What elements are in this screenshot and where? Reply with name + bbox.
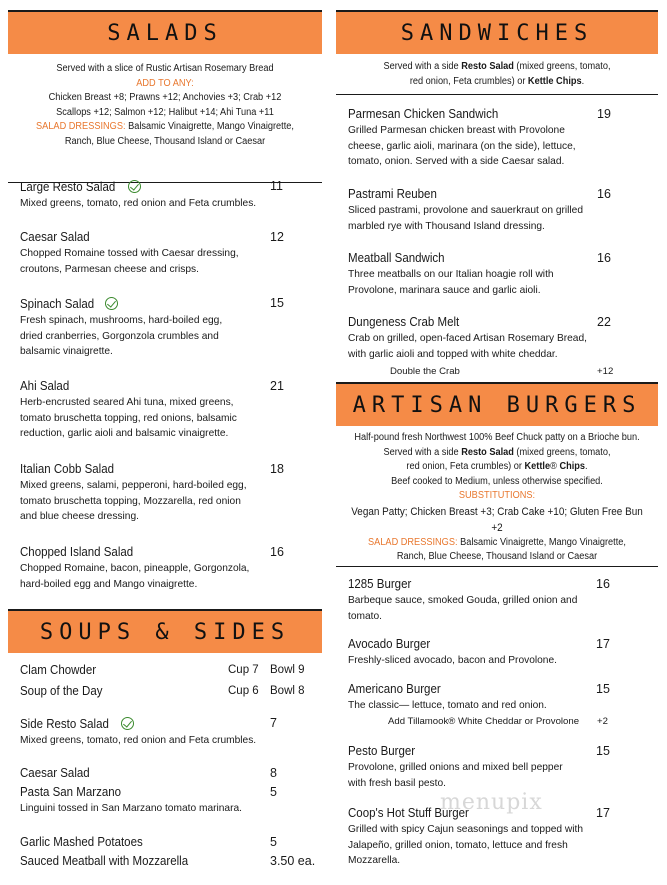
- desc-line: Mixed greens, tomato, red onion and Feta crumbles.: [20, 198, 257, 209]
- burgers-divider: [336, 566, 658, 567]
- burger-item-price: 17: [596, 806, 610, 820]
- salads-banner: [8, 10, 322, 54]
- desc-line: balsamic vinaigrette.: [20, 346, 113, 357]
- burger-item-desc: [348, 698, 648, 714]
- salad-item-name: Spinach Salad: [20, 297, 95, 311]
- burger-item-name: Pesto Burger: [348, 744, 416, 758]
- sandwich-item-name: Dungeness Crab Melt: [348, 315, 460, 329]
- salad-item: [20, 378, 320, 442]
- desc-line: Mixed greens, salami, pepperoni, hard-boiled egg,: [20, 480, 247, 491]
- intro-bold: Kettle: [524, 461, 551, 472]
- desc-line: Grilled Parmesan chicken breast with Provolone: [348, 125, 565, 136]
- salad-item-price: 21: [270, 379, 284, 393]
- soup-cup-price: Cup 6: [228, 685, 259, 697]
- side-item-price: 5: [270, 785, 277, 799]
- side-item-name: Sauced Meatball with Mozzarella: [20, 854, 189, 868]
- side-item-name: Side Resto Salad: [20, 717, 109, 731]
- soup-bowl-price: Bowl 9: [270, 664, 305, 676]
- intro-text: ®: [550, 461, 560, 472]
- burger-item-desc: [348, 822, 648, 869]
- sandwich-item-price: 19: [597, 107, 611, 121]
- salad-item-price: 16: [270, 545, 284, 559]
- sandwich-item-desc: [348, 267, 648, 298]
- intro-text: red onion, Feta crumbles) or: [406, 461, 525, 472]
- burger-item: [348, 576, 648, 624]
- intro-bold: Kettle Chips: [527, 75, 582, 87]
- side-item-name: Pasta San Marzano: [20, 785, 122, 799]
- salad-item: [20, 178, 320, 212]
- salad-item-name: Large Resto Salad: [20, 180, 116, 194]
- sandwich-item-price: 16: [597, 251, 611, 265]
- salad-item: [20, 544, 320, 592]
- intro-bold: Resto Salad: [461, 446, 514, 458]
- intro-text: Served with a side: [383, 61, 462, 72]
- soup-item-name: Soup of the Day: [20, 684, 103, 698]
- burger-item-desc: [348, 653, 648, 669]
- burgers-banner: [336, 382, 658, 426]
- salad-item-desc: [20, 478, 320, 525]
- desc-line: with fresh basil pesto.: [348, 777, 446, 789]
- desc-line: hard-boiled egg and Mango vinaigrette.: [20, 578, 198, 590]
- salads-intro-line: Served with a slice of Rustic Artisan Rosemary Bread: [56, 63, 274, 74]
- side-item-price: 5: [270, 835, 277, 849]
- salad-item-desc: [20, 313, 320, 360]
- side-item: [20, 853, 320, 869]
- burgers-title: ARTISAN BURGERS: [352, 392, 642, 418]
- salad-item: [20, 461, 320, 525]
- sandwich-item-desc: [348, 123, 648, 170]
- double-crab-label: Double the Crab: [390, 366, 460, 377]
- burger-item-name: Avocado Burger: [348, 637, 431, 651]
- sandwiches-intro-line1: [349, 60, 645, 75]
- salad-item-name: Caesar Salad: [20, 230, 90, 244]
- burger-item: [348, 681, 648, 714]
- sandwich-item-name: Meatball Sandwich: [348, 251, 445, 265]
- burgers-dressings-label: SALAD DRESSINGS:: [368, 536, 458, 548]
- salad-item-name: Chopped Island Salad: [20, 545, 134, 559]
- soup-cup-price: Cup 7: [228, 664, 259, 676]
- salad-item: [20, 229, 320, 277]
- intro-text: (mixed greens, tomato,: [513, 61, 611, 72]
- sandwiches-divider: [336, 94, 658, 95]
- burgers-subs-label: SUBSTITUTIONS:: [458, 490, 536, 501]
- soup-item-name: Clam Chowder: [20, 663, 97, 677]
- salad-item-name: Ahi Salad: [20, 379, 70, 393]
- sandwich-item-name: Parmesan Chicken Sandwich: [348, 107, 499, 121]
- double-crab-price: +12: [597, 366, 614, 377]
- sandwich-item-price: 16: [597, 187, 611, 201]
- burgers-intro-line2: [349, 446, 645, 461]
- burger-item-price: 16: [596, 577, 610, 591]
- burgers-intro-line1: Half-pound fresh Northwest 100% Beef Chuck patty on a Brioche bun.: [354, 432, 640, 443]
- salad-item-desc: [20, 196, 320, 212]
- desc-line: Provolone, grilled onions and mixed bell pepper: [348, 762, 563, 773]
- salad-item-price: 12: [270, 230, 284, 244]
- side-item: [20, 784, 320, 817]
- salad-item-desc: [20, 395, 320, 442]
- salads-dressings-line1: Balsamic Vinaigrette, Mango Vinaigrette,: [125, 121, 294, 132]
- soup-item: [20, 662, 320, 678]
- burger-item: [348, 743, 648, 791]
- soups-banner: [8, 609, 322, 653]
- salads-add-label: ADD TO ANY:: [136, 77, 194, 89]
- burger-item-desc: [348, 593, 648, 624]
- burger-item-price: 15: [596, 682, 610, 696]
- desc-line: Sliced pastrami, provolone and sauerkraut on grilled: [348, 205, 584, 216]
- vegetarian-icon: [128, 180, 141, 193]
- salad-item-price: 15: [270, 296, 284, 310]
- burger-item: [348, 636, 648, 669]
- tillamook-price: +2: [597, 716, 608, 727]
- sandwiches-intro-line2: [349, 75, 645, 90]
- vegetarian-icon: [105, 297, 118, 310]
- intro-text: red onion, Feta crumbles) or: [409, 75, 528, 87]
- tillamook-label: Add Tillamook® White Cheddar or Provolone: [388, 716, 580, 727]
- intro-text: .: [585, 461, 588, 472]
- burgers-subs-line: Vegan Patty; Chicken Breast +3; Crab Cake +10; Gluten Free Bun +2: [351, 505, 643, 534]
- desc-line: tomato bruschetta topping, red onions, balsamic: [20, 412, 237, 424]
- desc-line: dried cranberries, Gorgonzola crumbles and: [20, 330, 219, 342]
- left-column: [8, 10, 322, 183]
- desc-line: croutons, Parmesan cheese and crisps.: [20, 263, 199, 275]
- desc-line: Mozzarella.: [348, 855, 401, 866]
- desc-line: reduction, garlic aioli and balsamic vinaigrette.: [20, 428, 229, 439]
- salads-add-line2: Scallops +12; Salmon +12; Halibut +14; Ahi Tuna +11: [56, 106, 274, 118]
- desc-line: tomato, onion. Served with a side Caesar salad.: [348, 156, 565, 167]
- desc-line: Jalapeño, grilled onion, tomato, lettuce and fresh: [348, 839, 568, 851]
- salads-intro: [21, 62, 310, 182]
- burgers-intro-line4: Beef cooked to Medium, unless otherwise specified.: [391, 475, 603, 487]
- intro-text: Served with a side: [383, 446, 462, 458]
- side-item-desc: Mixed greens, tomato, red onion and Feta crumbles.: [20, 735, 257, 746]
- soup-bowl-price: Bowl 8: [270, 685, 305, 697]
- vegetarian-icon: [121, 717, 134, 730]
- side-item-name: Caesar Salad: [20, 766, 90, 780]
- intro-bold: Resto Salad: [461, 61, 514, 72]
- salads-add-line1: Chicken Breast +8; Prawns +12; Anchovies +3; Crab +12: [48, 92, 282, 103]
- burger-item-name: Americano Burger: [348, 682, 441, 696]
- salad-item-price: 18: [270, 462, 284, 476]
- desc-line: Herb-encrusted seared Ahi tuna, mixed greens,: [20, 397, 234, 408]
- desc-line: Chopped Romaine tossed with Caesar dressing,: [20, 248, 239, 259]
- burger-item-desc: [348, 760, 648, 791]
- soups-title: SOUPS & SIDES: [39, 619, 291, 645]
- soup-item: [20, 683, 320, 699]
- salad-item-name: Italian Cobb Salad: [20, 462, 114, 476]
- sandwich-item-name: Pastrami Reuben: [348, 187, 437, 201]
- side-item-desc: Linguini tossed in San Marzano tomato marinara.: [20, 803, 242, 814]
- sandwich-item-price: 22: [597, 315, 611, 329]
- burgers-dressings-line1: Balsamic Vinaigrette, Mango Vinaigrette,: [457, 536, 626, 548]
- salads-title: SALADS: [107, 20, 223, 46]
- salad-item-desc: [20, 561, 320, 592]
- desc-line: Crab on grilled, open-faced Artisan Rosemary Bread,: [348, 333, 587, 344]
- intro-text: (mixed greens, tomato,: [513, 446, 611, 458]
- sandwich-item: [348, 314, 648, 362]
- burgers-dressings: [349, 536, 645, 551]
- desc-line: cheese, garlic aioli, marinara (on the side), lettuce,: [348, 140, 576, 152]
- side-item-name: Garlic Mashed Potatoes: [20, 835, 143, 849]
- sandwiches-intro: [349, 60, 645, 90]
- side-item-price: 7: [270, 716, 277, 730]
- right-column: [336, 10, 658, 95]
- sandwich-item: [348, 250, 648, 298]
- burger-item-price: 17: [596, 637, 610, 651]
- salads-dressings-label: SALAD DRESSINGS:: [36, 121, 126, 132]
- sandwiches-banner: [336, 10, 658, 54]
- desc-line: tomato bruschetta topping, Mozzarella, red onion: [20, 495, 241, 507]
- desc-line: Barbeque sauce, smoked Gouda, grilled onion and: [348, 595, 578, 606]
- salad-item-desc: [20, 246, 320, 277]
- burger-item-name: 1285 Burger: [348, 577, 412, 591]
- desc-line: Chopped Romaine, bacon, pineapple, Gorgonzola,: [20, 563, 250, 574]
- side-item-price: 3.50 ea.: [270, 854, 316, 868]
- desc-line: Fresh spinach, mushrooms, hard-boiled egg,: [20, 315, 223, 326]
- sandwich-item: [348, 186, 648, 234]
- side-item-price: 8: [270, 766, 277, 780]
- intro-bold: Chips: [559, 461, 586, 472]
- sandwich-item-desc: [348, 331, 648, 362]
- intro-text: .: [581, 75, 585, 87]
- salad-item-price: 11: [270, 179, 283, 193]
- desc-line: Freshly-sliced avocado, bacon and Provolone.: [348, 655, 557, 666]
- salads-dressings: [21, 120, 310, 135]
- desc-line: Grilled with spicy Cajun seasonings and topped with: [348, 824, 584, 835]
- sandwiches-title: SANDWICHES: [400, 20, 594, 46]
- desc-line: marbled rye with Thousand Island dressing.: [348, 220, 545, 232]
- watermark-logo: menupix: [440, 790, 543, 815]
- salad-item: [20, 295, 320, 360]
- desc-line: tomato.: [348, 610, 382, 622]
- sandwich-item: [348, 106, 648, 170]
- desc-line: with garlic aioli and topped with white cheddar.: [348, 348, 558, 360]
- salads-dressings-line2: Ranch, Blue Cheese, Thousand Island or Caesar: [64, 135, 266, 147]
- burgers-intro: [349, 431, 645, 565]
- desc-line: Three meatballs on our Italian hoagie roll with: [348, 269, 554, 280]
- sandwich-item-desc: [348, 203, 648, 234]
- desc-line: and blue cheese dressing.: [20, 511, 139, 522]
- side-item: [20, 715, 320, 749]
- burgers-dressings-line2: Ranch, Blue Cheese, Thousand Island or Caesar: [396, 551, 598, 562]
- burger-item-price: 15: [596, 744, 610, 758]
- side-item: [20, 834, 320, 850]
- desc-line: Provolone, marinara sauce and garlic aioli.: [348, 284, 541, 296]
- side-item: [20, 765, 320, 781]
- desc-line: The classic— lettuce, tomato and red onion.: [348, 700, 547, 711]
- burger-item-name: Coop's Hot Stuff Burger: [348, 806, 469, 820]
- burgers-intro-line3: [349, 460, 645, 475]
